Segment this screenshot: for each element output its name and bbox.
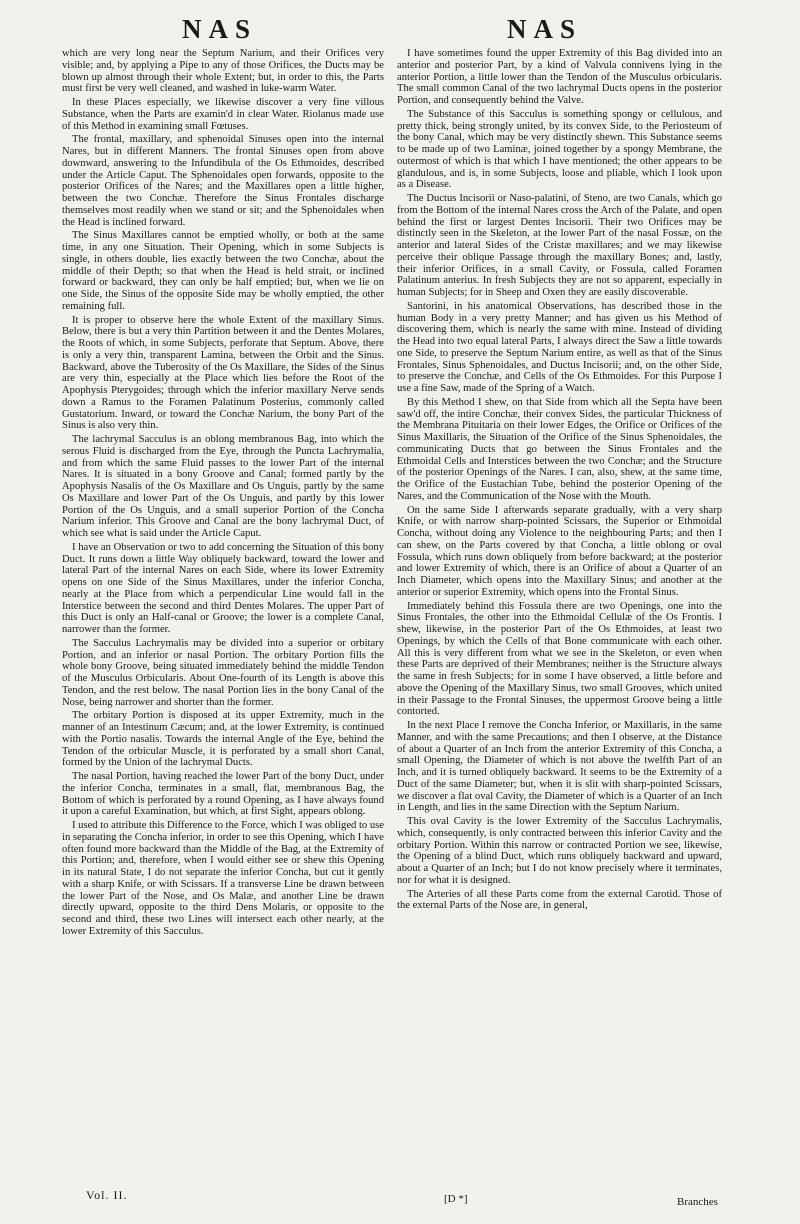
paragraph: The Arteries of all these Parts come from the external Carotid. Those of the external Parts of the Nose are, in general, xyxy=(397,888,722,912)
paragraph: The nasal Portion, having reached the lower Part of the bony Duct, under the inferior Concha, terminates in a small, flat, membranous Bag, the Bottom of which is perforated by a round Opening, as I have always found it upon a careful Examination, but which, at first Sight, appears oblong. xyxy=(62,771,384,818)
header-right-word: NAS xyxy=(507,14,583,44)
paragraph: By this Method I shew, on that Side from which all the Septa have been saw'd off, the intire Conchæ, their convex Sides, the particular Thickness of the Membrana Pituitaria on their lower Edges, the Orifice or Orifices of the Sinus Maxillaris, the Situation of the Orifice of the Sinus Sphenoidales, the communicating Ducts that go between the Sinus Frontales and the Ethmoidal Cells and Interstices between the two Conchæ; and the Structure of the posterior Openings of the Nares. I can, also, shew, at the same time, the Orifice of the Eustachian Tube, behind the posterior Opening of the Nares, and the Communication of the Nose with the Mouth. xyxy=(397,396,722,502)
paragraph: It is proper to observe here the whole Extent of the maxillary Sinus. Below, there is but a very thin Partition between it and the Dentes Molares, the Roots of which, in some Subjects, perforate that Septum. Above, there is only a very thin, transparent Lamina, between the Orbit and the Sinus. Backward, above the Tuberosity of the Os Maxillare, the Sides of the Sinus are very thin, especially at the Place which lies before the Root of the Apophysis Pterygoides; through which the inferior maxillary Nerve sends down a Ramus to the Foramen Palatinum Posterius, commonly called Gustatorium. Inward, or toward the Conchæ Narium, the bony Part of the Sinus is also very thin. xyxy=(62,314,384,432)
paragraph: On the same Side I afterwards separate gradually, with a very sharp Knife, or with narrow sharp-pointed Scissars, the Superior or Ethmoidal Concha, without doing any Violence to the neighbouring Parts; and then I can shew, on the Parts covered by that Concha, a little oblong or oval Fossula, which runs down obliquely from before backward; at the posterior and lower Extremity of which, there is an Orifice of about a Quarter of an Inch Diameter, which opens into the Maxillary Sinus; and another at the anterior or superior Extremity, which opens into the Frontal Sinus. xyxy=(397,504,722,598)
paragraph: In the next Place I remove the Concha Inferior, or Maxillaris, in the same Manner, and with the same Precautions; and then I observe, at the Distance of about a Quarter of an Inch from the anterior Extremity of this Concha, a small Opening, the Diameter of which is not above the twelfth Part of an Inch, and it is turned obliquely backward. It seems to be the Extremity of a Duct of the same Diameter; but, when it is slit with sharp-pointed Scissars, we discover a flat oval Cavity, the Diameter of which is a Quarter of an Inch in Length, and lies in the same Direction with the Septum Narium. xyxy=(397,720,722,814)
paragraph: The orbitary Portion is disposed at its upper Extremity, much in the manner of an Intestinum Cæcum; and, at the lower Extremity, is continued with the Portio nasalis. Towards the internal Angle of the Eye, behind the Tendon of the orbicular Muscle, it is perforated by a small short Canal, formed by the Union of the lachrymal Ducts. xyxy=(62,710,384,769)
header-left-word: NAS xyxy=(182,14,258,44)
paragraph: Santorini, in his anatomical Observations, has described those in the human Body in a very pretty Manner; and has given us his Method of discovering them, which is nearly the same with mine. Instead of dividing the Head into two equal lateral Parts, I always direct the Saw a little towards one Side, to preserve the Septum Narium entire, as well as that of the Sinus Frontales, Sinus Sphenoidales, and Ductus Incisorii; and, on the other Side, to preserve the Conchæ, and Cells of the Os Ethmoides. For this Purpose I use a fine Saw, made of the Spring of a Watch. xyxy=(397,300,722,394)
paragraph: The lachrymal Sacculus is an oblong membranous Bag, into which the serous Fluid is discharged from the Eye, through the Puncta Lachrymalia, and from which the same Fluid passes to the lower Part of the internal Nares. It is situated in a bony Groove and Canal; formed partly by the Apophysis Nasalis of the Os Maxillare and Os Unguis, partly by the same Os Maxillare and lower Part of the Os Unguis, and partly by this lower Portion of the Os Unguis, and a small superior Portion of the Concha Narium inferior. This Groove and Canal are the bony lachrymal Duct, of which see what is said under the Article Caput. xyxy=(62,434,384,539)
left-column xyxy=(62,48,384,1208)
paragraph: This oval Cavity is the lower Extremity of the Sacculus Lachrymalis, which, consequently, is only contracted between this inferior Cavity and the orbitary Portion. Within this narrow or contracted Portion we see, likewise, the Opening of a blind Duct, which runs obliquely backward and upward, about a Quarter of an Inch; but I do not know precisely where it terminates, nor for what it is designed. xyxy=(397,816,722,886)
signature-mark: [D *] xyxy=(444,1193,468,1205)
right-column xyxy=(397,48,722,1208)
catchword: Branches xyxy=(677,1196,718,1208)
paragraph: In these Places especially, we likewise discover a very fine villous Substance, when the Parts are examin'd in clear Water. Riolanus made use of this Method in examining small Fœtuses. xyxy=(62,97,384,132)
paragraph: The frontal, maxillary, and sphenoidal Sinuses open into the internal Nares, but in different Manners. The frontal Sinuses open from above downward, answering to the Infundibula of the Os Ethmoides, described under the Article Caput. The Sphenoidales open forwards, opposite to the posterior Orifices of the Nares; and the Maxillares open a little higher, between the two Conchæ. Therefore the Sinus Frontales discharge themselves most readily when we stand or sit; and the Sphenoidales when the Head is inclined forward. xyxy=(62,134,384,228)
paragraph: I have sometimes found the upper Extremity of this Bag divided into an anterior and posterior Part, by a kind of Valvula connivens lying in the anterior Portion, a little lower than the Tendon of the Musculus orbicularis. The small common Canal of the two lachrymal Ducts opens in the posterior Portion, and consequently behind the Valve. xyxy=(397,48,722,106)
paragraph: I used to attribute this Difference to the Force, which I was obliged to use in separating the Concha inferior, in order to see this Opening, which I have often found more backward than the Middle of the Bag, at the Extremity of this Portion; and, therefore, when I would either see or shew this Opening in its natural State, I do not separate the inferior Concha, but cut it gently with a sharp Knife, or with Scissars. If a transverse Line be drawn between the lower Part of the Nose, and Os Malæ, and another Line be drawn directly upward, opposite to the third Dens Molaris, or opposite to the second and third, these two Lines will intersect each other nearly, at the lower Extremity of this Sacculus. xyxy=(62,820,384,937)
paragraph: I have an Observation or two to add concerning the Situation of this bony Duct. It runs down a little Way obliquely backward, toward the lower and lateral Part of the internal Nares on each Side, where its lower Extremity opens on one Side of the Sinus Maxillares, under the inferior Concha, nearly at the Place from which a perpendicular Line would fall in the Interstice between the second and third Dentes Molares. The upper Part of this Duct is only an Half-canal or Groove; the lower is a complete Canal, narrower than the former. xyxy=(62,541,384,635)
volume-label: Vol. II. xyxy=(86,1188,128,1202)
paragraph: The Sinus Maxillares cannot be emptied wholly, or both at the same time, in any one Situation. Their Opening, which in some Subjects is single, in others double, lies exactly between the two Conchæ, about the middle of their Depth; so that when the Head is held strait, or inclined forward or backward, they can only be half emptied; but, when we lie on one Side, the Sinus of the opposite Side may be wholly emptied, the other remaining full. xyxy=(62,230,384,312)
paragraph: The Ductus Incisorii or Naso-palatini, of Steno, are two Canals, which go from the Bottom of the internal Nares cross the Arch of the Palate, and open behind the first or largest Dentes Incisorii. Their two Orifices may be distinctly seen in the Skeleton, at the lower Part of the nasal Fossæ, on the anterior and lateral Sides of the Cristæ maxillares; and we may likewise perceive their oblique Passage through the maxillary Bones; and, lastly, their inferior Orifices, in a small Cavity, or Fossula, called Foramen Palatinum anterius. In fresh Subjects they are not so apparent, especially in human Subjects; for in Sheep and Oxen they are easily discoverable. xyxy=(397,193,722,298)
paragraph: which are very long near the Septum Narium, and their Orifices very visible; and, by applying a Pipe to any of those Orifices, the Ducts may be blown up almost through their whole Extent; but, in order to this, the Parts must first be very well cleaned, and washed in luke-warm Water. xyxy=(62,48,384,95)
paragraph: The Sacculus Lachrymalis may be divided into a superior or orbitary Portion, and an inferior or nasal Portion. The orbitary Portion fills the whole bony Groove, being situated immediately behind the middle Tendon of the Musculus Orbicularis. About One-fourth of its Length is above this Tendon, and the rest below. The nasal Portion lies in the bony Canal of the Nose, being narrower and shorter than the former. xyxy=(62,637,384,708)
paragraph: Immediately behind this Fossula there are two Openings, one into the Sinus Frontales, the other into the Ethmoidal Cellulæ of the Os Frontis. I shew, likewise, in the posterior Part of the Os Ethmoides, at least two Openings, by which the Cells of that Bone communicate with each other. All this is very different from what we see in the Skeleton, or even when these Parts are deprived of their Membranes; neither is the Structure always the same in fresh Subjects; for in some I have observed, a little before and above the Opening of the Maxillary Sinus, two small Grooves, which united in their Passage to the Frontal Sinuses, the uppermost Groove being a little contorted. xyxy=(397,600,722,718)
paragraph: The Substance of this Sacculus is something spongy or cellulous, and pretty thick, being strongly united, by its convex Side, to the Periosteum of the bony Canal, which may be very distinctly shewn. This Substance seems to be made up of two Laminæ, joined together by a spongy Membrane, the outermost of which is that which I have mentioned; the other appears to be glandulous, and is, in some Subjects, loose and pliable, which I look upon as a Disease. xyxy=(397,108,722,191)
